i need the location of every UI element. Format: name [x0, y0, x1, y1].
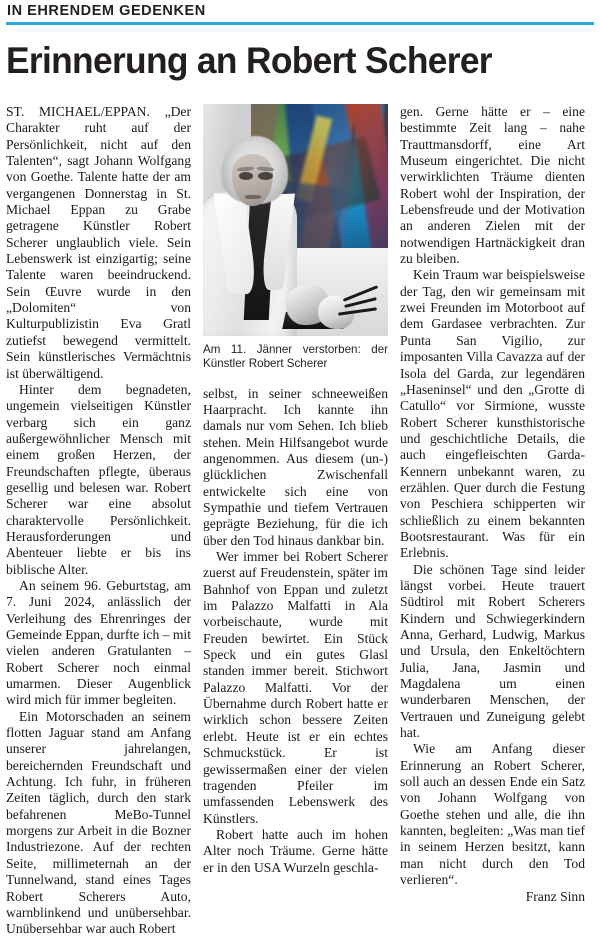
- paragraph: Wie am Anfang dieser Erinnerung an Robert Scherer, soll auch an dessen Ende ein Satz von Johann Wolfgang von Goethe stehen und alle, die ihn kannten, begleiten: „Was man tief in seinem Herzen besitzt, kann man nicht durch den Tod verlieren“.: [400, 741, 585, 888]
- paragraph: Die schönen Tage sind leider längst vorbei. Heute trauert Südtirol mit Robert Scherers Kindern und Schwiegerkindern Anna, Gerhard, Ludwig, Markus und Ursula, den Enkeltöchtern Julia, Jana, Jasmin und Magdalena um einen wunderbaren Menschen, der Vertrauen und Zuneigung gelebt hat.: [400, 561, 585, 741]
- paragraph: gen. Gerne hätte er – eine bestimmte Zeit lang – nahe Trauttmansdorff, eine Art Museum eingerichtet. Die nicht verwirklichten Träume dienten Robert wohl der Inspiration, der Lebensfreude und der Motivation an anderen Zielen mit der notwendigen Hartnäckigkeit dran zu bleiben.: [400, 104, 585, 267]
- photo-caption: Am 11. Jänner verstorben: der Künstler Robert Scherer: [203, 343, 388, 371]
- paragraph: selbst, in seiner schneeweißen Haarpracht. Ich kannte ihn damals nur vom Sehen. Ich blieb stehen. Mein Hilfsangebot wurde angenommen. Aus diesem (un-) glücklichen Zwischenfall entwickelte sich eine von Sympathie und tiefem Vertrauen geprägte Beziehung, für die ich über den Tod hinaus dankbar bin.: [203, 385, 388, 548]
- painting-materials: [284, 280, 377, 331]
- article-byline: Franz Sinn: [525, 888, 585, 904]
- article-photo-block: [203, 104, 388, 372]
- article-photo: [203, 104, 388, 336]
- paragraph: Robert hatte auch im hohen Alter noch Träume. Gerne hätte er in den USA Wurzeln geschla-: [203, 826, 388, 875]
- paragraph: Ein Motorschaden an seinem flotten Jaguar stand am Anfang unserer jahrelangen, bereichernden Freundschaft und Achtung. Ich fuhr, in früheren Zeiten täglich, durch den stark befahrenen MeBo-Tunnel morgens zur Arbeit in die Bozner Industriezone. Auf der rechten Seite, millimeternah an der Tunnelwand, stand eines Tages Robert Scherers Auto, warnblinkend und unübersehbar. Unübersehbar war auch Robert: [6, 708, 191, 937]
- paragraph: Hinter dem begnadeten, ungemein vielseitigen Künstler verbarg sich ein ganz außergewöhnlicher Mensch mit einem großen Herzen, der Freundschaften pflegte, überaus gesellig und belesen war. Robert Scherer war eine absolut charaktervolle Persönlichkeit. Herausforderungen und Abenteuer liebte er bis ins biblische Alter.: [6, 381, 191, 577]
- paragraph: ST. MICHAEL/EPPAN. „Der Charakter ruht auf der Persönlichkeit, nicht auf den Talenten“, sagt Johann Wolfgang von Goethe. Talente hatte der am vergangenen Donnerstag in St. Michael Eppan zu Grabe getragene Künstler Robert Scherer unglaublich viele. Sein Lebenswerk ist einzigartig; seine Talente waren beeindruckend. Sein Œuvre wurde in den „Dolomiten“ von Kulturpublizistin Eva Gratl zutiefst bewegend vermittelt. Sein künstlerisches Vermächtnis ist überwältigend.: [6, 104, 191, 381]
- text-column-3: [400, 104, 585, 904]
- article-body: [6, 104, 594, 937]
- text-column-2: [203, 104, 388, 875]
- article-headline: Erinnerung an Robert Scherer: [6, 40, 492, 82]
- section-rule: [6, 22, 594, 25]
- paragraph: Wer immer bei Robert Scherer zuerst auf Freudenstein, später im Bahnhof von Eppan und zuletzt im Palazzo Malfatti in Ala vorbeischaute, wurde mit Freuden bewirtet. Ein Stück Speck und ein gutes Glasl standen immer bereit. Stichwort Palazzo Malfatti. Vor der Übernahme durch Robert hatte er wirklich schon bessere Zeiten erlebt. Heute ist er ein echtes Schmuckstück. Er ist gewissermaßen einer der vielen tragenden Pfeiler im umfassenden Lebenswerk des Künstlers.: [203, 549, 388, 826]
- mouth: [245, 195, 261, 199]
- section-header: [6, 0, 594, 25]
- section-kicker: IN EHRENDEM GEDENKEN: [7, 3, 206, 19]
- text-column-1: [6, 104, 191, 937]
- paragraph: An seinem 96. Geburtstag, am 7. Juni 2024, anlässlich der Verleihung des Ehrenringes der Gemeinde Eppan, durfte ich – mit vielen anderen Gratulanten – Robert Scherer noch einmal umarmen. Dieser Augenblick wird mich für immer begleiten.: [6, 577, 191, 708]
- paragraph: Kein Traum war beispielsweise der Tag, den wir gemeinsam mit zwei Freunden im Motorboot auf dem Gardasee verbrachten. Zur Punta San Vigilio, zur imposanten Villa Cavazza auf der Isola del Garda, zur legendären „Haseninsel“ und den „Grotte di Catullo“ vor Sirmione, wusste Robert Scherer kunsthistorische und geschichtliche Details, die auch eingefleischten Garda-Kennern unbekannt waren, zu erzählen. Quer durch die Festung von Peschiera schipperten wir schließlich zu einem bekannten Bootsrestaurant. Was für ein Erlebnis.: [400, 267, 585, 561]
